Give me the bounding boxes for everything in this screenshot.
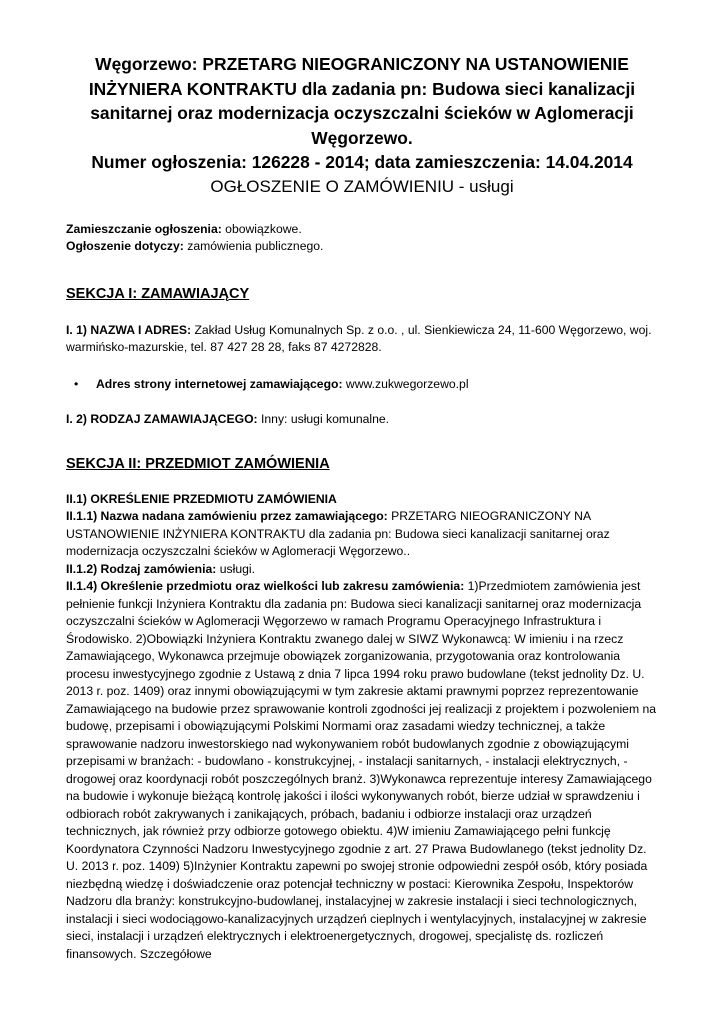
section2-heading: SEKCJA II: PRZEDMIOT ZAMÓWIENIA (66, 455, 330, 472)
posting-row (66, 221, 658, 239)
bullet-icon: • (74, 376, 79, 391)
website-label: Adres strony internetowej zamawiającego: (96, 376, 343, 391)
document-title: Węgorzewo: PRZETARG NIEOGRANICZONY NA USTANOWIENIE INŻYNIERA KONTRAKTU dla zadania pn: Budowa sieci kanalizacji sanitarnej oraz modernizacja oczyszczalni ścieków w Aglomeracji Węgorzewo. (88, 54, 636, 148)
order-kind-label: II.1.2) Rodzaj zamówienia: (66, 561, 217, 576)
concerns-label: Ogłoszenie dotyczy: (66, 239, 184, 253)
order-scope-label: II.1.4) Określenie przedmiotu oraz wielkości lub zakresu zamówienia: (66, 579, 465, 593)
order-name (66, 508, 658, 561)
order-scope (66, 578, 658, 963)
authority-name-address (66, 322, 658, 357)
authority-name-value: Zakład Usług Komunalnych Sp. z o.o. , ul. Sienkiewicza 24, 11-600 Węgorzewo, woj. warmińsko-mazurskie, tel. 87 427 28 28, faks 87 4272828. (66, 322, 652, 354)
concerns-row (66, 238, 658, 256)
announcement-meta (66, 221, 658, 256)
authority-website-row (66, 376, 658, 394)
order-kind (66, 561, 658, 579)
posting-label: Zamieszczanie ogłoszenia: (66, 221, 222, 236)
authority-type-value: Inny: usługi komunalne. (261, 412, 390, 426)
authority-type-label: I. 2) RODZAJ ZAMAWIAJĄCEGO: (66, 412, 258, 426)
authority-name-label: I. 1) NAZWA I ADRES: (66, 322, 192, 337)
posting-value: obowiązkowe. (225, 221, 302, 236)
authority-type (66, 411, 658, 429)
concerns-value: zamówienia publicznego. (187, 239, 324, 253)
announcement-type: OGŁOSZENIE O ZAMÓWIENIU - usługi (210, 176, 514, 196)
document-header (66, 52, 658, 199)
announcement-number: Numer ogłoszenia: 126228 - 2014; data zamieszczenia: 14.04.2014 (91, 152, 633, 172)
section-contracting-authority (66, 284, 658, 429)
section-subject (66, 454, 658, 964)
order-kind-value: usługi. (219, 561, 255, 576)
order-scope-value: 1)Przedmiotem zamówienia jest pełnienie funkcji Inżyniera Kontraktu dla zadania pn: Budowa sieci kanalizacji sanitarnej oraz modernizacja oczyszczalni ścieków w Aglomeracji Węgorzewo w ramach Programu Operacyjnego Infrastruktura i Środowisko. 2)Obowiązki Inżyniera Kontraktu zwanego dalej w SIWZ Wykonawcą: W imieniu i na rzecz Zamawiającego, Wykonawca przejmuje obowiązek zorganizowania, przygotowania oraz kontrolowania procesu inwestycyjnego zgodnie z Ustawą z dnia 7 lipca 1994 roku prawo budowlane (tekst jednolity Dz. U. 2013 r. poz. 1409) oraz innymi obowiązującymi w tym zakresie aktami prawnymi poprzez reprezentowanie Zamawiającego na budowie przez sprawowanie kontroli zgodności jej realizacji z projektem i pozwoleniem na budowę, przepisami i obowiązującymi Polskimi Normami oraz zasadami wiedzy technicznej, a także sprawowanie nadzoru inwestorskiego nad wykonywaniem robót budowlanych zgodnie z obowiązującymi przepisami w branżach: - budowlano - konstrukcyjnej, - instalacji sanitarnych, - instalacji elektrycznych, - drogowej oraz koordynacji robót poszczególnych branż. 3)Wykonawca reprezentuje interesy Zamawiającego na budowie i wykonuje bieżącą kontrolę jakości i ilości wykonywanych robót, bierze udział w sprawdzeniu i odbiorach robót zakrywanych i zanikających, próbach, badaniu i odbiorze instalacji oraz urządzeń technicznych, jak również przy odbiorze gotowego obiektu. 4)W imieniu Zamawiającego pełni funkcję Koordynatora Czynności Nadzoru Inwestycyjnego zgodnie z art. 27 Prawa Budowlanego (tekst jednolity Dz. U. 2013 r. poz. 1409) 5)Inżynier Kontraktu zapewni po swojej stronie odpowiedni zespół osób, który posiada niezbędną wiedzę i doświadczenie oraz potencjał techniczny w postaci: Kierownika Zespołu, Inspektorów Nadzoru dla branży: konstrukcyjno-budowlanej, instalacyjnej w zakresie instalacji i sieci technologicznych, instalacji i sieci wodociągowo-kanalizacyjnych urządzeń cieplnych i wentylacyjnych, instalacyjnej w zakresie sieci, instalacji i urządzeń elektrycznych i elektroenergetycznych, drogowej, specjalistę ds. rozliczeń finansowych. Szczegółowe (66, 579, 657, 961)
order-name-value: PRZETARG NIEOGRANICZONY NA USTANOWIENIE INŻYNIERA KONTRAKTU dla zadania pn: Budowa sieci kanalizacji sanitarnej oraz modernizacja oczyszczalni ścieków w Aglomeracji Węgorzewo.. (66, 509, 610, 558)
document-page (66, 52, 658, 963)
order-name-label: II.1.1) Nazwa nadana zamówieniu przez zamawiającego: (66, 509, 388, 523)
website-value: www.zukwegorzewo.pl (345, 376, 469, 391)
subject-subheading: II.1) OKREŚLENIE PRZEDMIOTU ZAMÓWIENIA (66, 491, 337, 506)
section1-heading: SEKCJA I: ZAMAWIAJĄCY (66, 285, 250, 302)
